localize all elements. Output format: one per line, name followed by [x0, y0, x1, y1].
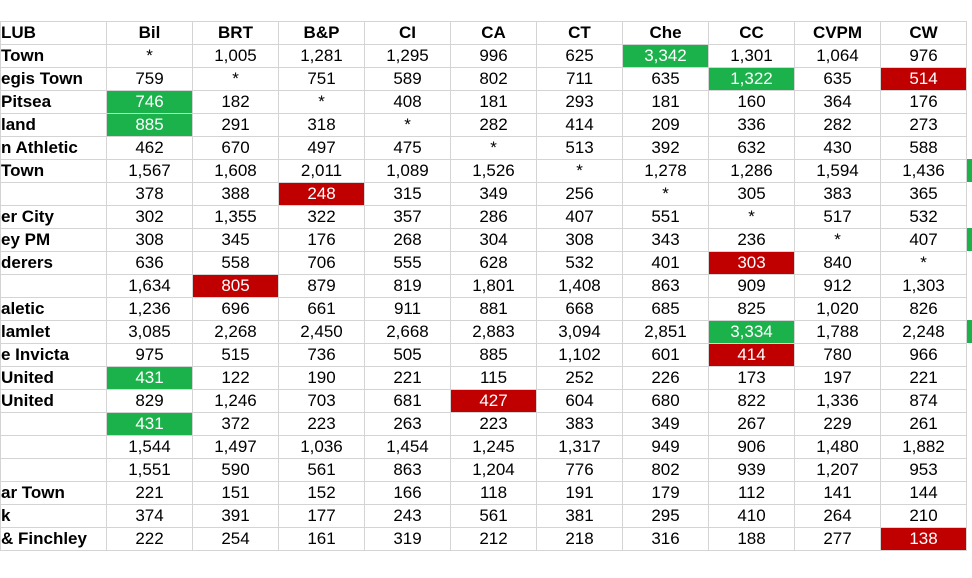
- value-cell[interactable]: 410: [709, 505, 795, 528]
- value-cell[interactable]: 277: [795, 528, 881, 551]
- value-cell[interactable]: 635: [623, 68, 709, 91]
- value-cell[interactable]: 513: [537, 137, 623, 160]
- value-cell[interactable]: 286: [451, 206, 537, 229]
- club-name-cell[interactable]: ey PM: [1, 229, 107, 252]
- club-name-cell[interactable]: [1, 275, 107, 298]
- value-cell[interactable]: 2,851: [623, 321, 709, 344]
- value-cell[interactable]: 308: [537, 229, 623, 252]
- value-cell[interactable]: 141: [795, 482, 881, 505]
- value-cell[interactable]: 2,450: [279, 321, 365, 344]
- value-cell[interactable]: 863: [623, 275, 709, 298]
- offscreen-highlight-cell: [967, 159, 972, 182]
- table-row: [1, 298, 967, 321]
- value-cell[interactable]: 953: [881, 459, 967, 482]
- club-name-cell[interactable]: k: [1, 505, 107, 528]
- value-cell[interactable]: 176: [279, 229, 365, 252]
- value-cell[interactable]: *: [451, 137, 537, 160]
- value-cell[interactable]: 319: [365, 528, 451, 551]
- value-cell[interactable]: 343: [623, 229, 709, 252]
- value-cell[interactable]: 881: [451, 298, 537, 321]
- value-cell[interactable]: 874: [881, 390, 967, 413]
- column-header[interactable]: CT: [537, 22, 623, 45]
- club-name-cell[interactable]: Pitsea: [1, 91, 107, 114]
- table-row: [1, 390, 967, 413]
- value-cell[interactable]: 1,064: [795, 45, 881, 68]
- value-cell[interactable]: 407: [881, 229, 967, 252]
- value-cell[interactable]: 144: [881, 482, 967, 505]
- value-cell[interactable]: 291: [193, 114, 279, 137]
- column-header[interactable]: CW: [881, 22, 967, 45]
- value-cell[interactable]: 1,551: [107, 459, 193, 482]
- value-cell[interactable]: 736: [279, 344, 365, 367]
- value-cell[interactable]: 636: [107, 252, 193, 275]
- value-cell[interactable]: 261: [881, 413, 967, 436]
- value-cell[interactable]: 365: [881, 183, 967, 206]
- value-cell[interactable]: 1,355: [193, 206, 279, 229]
- value-cell[interactable]: 1,281: [279, 45, 365, 68]
- value-cell[interactable]: 115: [451, 367, 537, 390]
- value-cell[interactable]: 561: [451, 505, 537, 528]
- value-cell[interactable]: 711: [537, 68, 623, 91]
- value-cell[interactable]: *: [881, 252, 967, 275]
- value-cell[interactable]: 176: [881, 91, 967, 114]
- value-cell[interactable]: 532: [537, 252, 623, 275]
- value-cell[interactable]: 263: [365, 413, 451, 436]
- club-name-cell[interactable]: United: [1, 390, 107, 413]
- column-header[interactable]: Bil: [107, 22, 193, 45]
- value-cell[interactable]: 254: [193, 528, 279, 551]
- table-row: [1, 413, 967, 436]
- column-header[interactable]: CC: [709, 22, 795, 45]
- highlight-low-cell[interactable]: 427: [451, 390, 537, 413]
- value-cell[interactable]: 388: [193, 183, 279, 206]
- value-cell[interactable]: 475: [365, 137, 451, 160]
- column-header[interactable]: CVPM: [795, 22, 881, 45]
- table-row: [1, 436, 967, 459]
- value-cell[interactable]: 179: [623, 482, 709, 505]
- value-cell[interactable]: 949: [623, 436, 709, 459]
- value-cell[interactable]: 1,544: [107, 436, 193, 459]
- value-cell[interactable]: 160: [709, 91, 795, 114]
- value-cell[interactable]: 223: [279, 413, 365, 436]
- value-cell[interactable]: 706: [279, 252, 365, 275]
- value-cell[interactable]: 151: [193, 482, 279, 505]
- club-name-cell[interactable]: [1, 183, 107, 206]
- value-cell[interactable]: 268: [365, 229, 451, 252]
- table-row: [1, 528, 967, 551]
- table-row: [1, 367, 967, 390]
- value-cell[interactable]: 1,207: [795, 459, 881, 482]
- value-cell[interactable]: 1,634: [107, 275, 193, 298]
- highlight-high-cell[interactable]: 885: [107, 114, 193, 137]
- value-cell[interactable]: 209: [623, 114, 709, 137]
- value-cell[interactable]: *: [193, 68, 279, 91]
- value-cell[interactable]: 1,567: [107, 160, 193, 183]
- value-cell[interactable]: 975: [107, 344, 193, 367]
- value-cell[interactable]: 668: [537, 298, 623, 321]
- table-row: [1, 206, 967, 229]
- value-cell[interactable]: 2,883: [451, 321, 537, 344]
- highlight-low-cell[interactable]: 414: [709, 344, 795, 367]
- value-cell[interactable]: 122: [193, 367, 279, 390]
- table-row: [1, 482, 967, 505]
- value-cell[interactable]: 212: [451, 528, 537, 551]
- column-header[interactable]: B&P: [279, 22, 365, 45]
- value-cell[interactable]: 555: [365, 252, 451, 275]
- value-cell[interactable]: 1,497: [193, 436, 279, 459]
- value-cell[interactable]: 515: [193, 344, 279, 367]
- value-cell[interactable]: *: [279, 91, 365, 114]
- value-cell[interactable]: 308: [107, 229, 193, 252]
- table-row: [1, 459, 967, 482]
- value-cell[interactable]: 1,317: [537, 436, 623, 459]
- value-cell[interactable]: 1,236: [107, 298, 193, 321]
- table-row: [1, 45, 967, 68]
- value-cell[interactable]: 589: [365, 68, 451, 91]
- value-cell[interactable]: 1,526: [451, 160, 537, 183]
- value-cell[interactable]: 381: [537, 505, 623, 528]
- value-cell[interactable]: 222: [107, 528, 193, 551]
- club-name-cell[interactable]: ar Town: [1, 482, 107, 505]
- value-cell[interactable]: 751: [279, 68, 365, 91]
- value-cell[interactable]: 383: [795, 183, 881, 206]
- highlight-high-cell[interactable]: 431: [107, 413, 193, 436]
- value-cell[interactable]: 776: [537, 459, 623, 482]
- table-row: [1, 252, 967, 275]
- value-cell[interactable]: 825: [709, 298, 795, 321]
- club-name-cell[interactable]: land: [1, 114, 107, 137]
- value-cell[interactable]: 383: [537, 413, 623, 436]
- value-cell[interactable]: 561: [279, 459, 365, 482]
- value-cell[interactable]: 112: [709, 482, 795, 505]
- value-cell[interactable]: 221: [365, 367, 451, 390]
- club-name-cell[interactable]: Town: [1, 160, 107, 183]
- value-cell[interactable]: 304: [451, 229, 537, 252]
- offscreen-highlight-cell: [967, 228, 972, 251]
- value-cell[interactable]: 2,268: [193, 321, 279, 344]
- value-cell[interactable]: 229: [795, 413, 881, 436]
- offscreen-highlight-cell: [967, 320, 972, 343]
- club-name-cell[interactable]: & Finchley: [1, 528, 107, 551]
- value-cell[interactable]: 696: [193, 298, 279, 321]
- value-cell[interactable]: 909: [709, 275, 795, 298]
- value-cell[interactable]: 759: [107, 68, 193, 91]
- value-cell[interactable]: 551: [623, 206, 709, 229]
- value-cell[interactable]: 322: [279, 206, 365, 229]
- value-cell[interactable]: 939: [709, 459, 795, 482]
- value-cell[interactable]: 590: [193, 459, 279, 482]
- value-cell[interactable]: 407: [537, 206, 623, 229]
- table-body: [1, 45, 967, 551]
- value-cell[interactable]: 829: [107, 390, 193, 413]
- value-cell[interactable]: 822: [709, 390, 795, 413]
- value-cell[interactable]: *: [623, 183, 709, 206]
- value-cell[interactable]: 1,005: [193, 45, 279, 68]
- club-name-cell[interactable]: Town: [1, 45, 107, 68]
- value-cell[interactable]: 3,094: [537, 321, 623, 344]
- value-cell[interactable]: 885: [451, 344, 537, 367]
- value-cell[interactable]: 316: [623, 528, 709, 551]
- value-cell[interactable]: 430: [795, 137, 881, 160]
- club-name-cell[interactable]: aletic: [1, 298, 107, 321]
- value-cell[interactable]: 703: [279, 390, 365, 413]
- value-cell[interactable]: 190: [279, 367, 365, 390]
- value-cell[interactable]: 1,245: [451, 436, 537, 459]
- value-cell[interactable]: 349: [623, 413, 709, 436]
- value-cell[interactable]: *: [537, 160, 623, 183]
- value-cell[interactable]: 401: [623, 252, 709, 275]
- highlight-low-cell[interactable]: 303: [709, 252, 795, 275]
- value-cell[interactable]: 912: [795, 275, 881, 298]
- value-cell[interactable]: 218: [537, 528, 623, 551]
- value-cell[interactable]: 1,204: [451, 459, 537, 482]
- value-cell[interactable]: 681: [365, 390, 451, 413]
- highlight-low-cell[interactable]: 138: [881, 528, 967, 551]
- value-cell[interactable]: 282: [451, 114, 537, 137]
- value-cell[interactable]: 236: [709, 229, 795, 252]
- value-cell[interactable]: 302: [107, 206, 193, 229]
- header-club[interactable]: LUB: [1, 22, 107, 45]
- highlight-low-cell[interactable]: 248: [279, 183, 365, 206]
- value-cell[interactable]: 505: [365, 344, 451, 367]
- column-header[interactable]: CA: [451, 22, 537, 45]
- value-cell[interactable]: 118: [451, 482, 537, 505]
- value-cell[interactable]: 223: [451, 413, 537, 436]
- value-cell[interactable]: 221: [881, 367, 967, 390]
- value-cell[interactable]: 349: [451, 183, 537, 206]
- table-row: [1, 229, 967, 252]
- value-cell[interactable]: 293: [537, 91, 623, 114]
- value-cell[interactable]: 588: [881, 137, 967, 160]
- value-cell[interactable]: 188: [709, 528, 795, 551]
- value-cell[interactable]: 670: [193, 137, 279, 160]
- highlight-high-cell[interactable]: 746: [107, 91, 193, 114]
- table-row: [1, 505, 967, 528]
- value-cell[interactable]: 863: [365, 459, 451, 482]
- value-cell[interactable]: 628: [451, 252, 537, 275]
- value-cell[interactable]: 661: [279, 298, 365, 321]
- club-name-cell[interactable]: egis Town: [1, 68, 107, 91]
- value-cell[interactable]: 305: [709, 183, 795, 206]
- column-header[interactable]: CI: [365, 22, 451, 45]
- value-cell[interactable]: 517: [795, 206, 881, 229]
- value-cell[interactable]: 1,454: [365, 436, 451, 459]
- value-cell[interactable]: *: [709, 206, 795, 229]
- value-cell[interactable]: 3,085: [107, 321, 193, 344]
- highlight-low-cell[interactable]: 805: [193, 275, 279, 298]
- club-name-cell[interactable]: e Invicta: [1, 344, 107, 367]
- value-cell[interactable]: 414: [537, 114, 623, 137]
- club-name-cell[interactable]: [1, 436, 107, 459]
- value-cell[interactable]: 378: [107, 183, 193, 206]
- value-cell[interactable]: 392: [623, 137, 709, 160]
- value-cell[interactable]: 966: [881, 344, 967, 367]
- value-cell[interactable]: 364: [795, 91, 881, 114]
- table-row: [1, 344, 967, 367]
- value-cell[interactable]: 826: [881, 298, 967, 321]
- value-cell[interactable]: 1,295: [365, 45, 451, 68]
- club-name-cell[interactable]: er City: [1, 206, 107, 229]
- table-row: [1, 275, 967, 298]
- value-cell[interactable]: 336: [709, 114, 795, 137]
- value-cell[interactable]: 315: [365, 183, 451, 206]
- value-cell[interactable]: 497: [279, 137, 365, 160]
- table-row: [1, 91, 967, 114]
- value-cell[interactable]: 906: [709, 436, 795, 459]
- value-cell[interactable]: 372: [193, 413, 279, 436]
- value-cell[interactable]: 601: [623, 344, 709, 367]
- value-cell[interactable]: 191: [537, 482, 623, 505]
- value-cell[interactable]: 802: [623, 459, 709, 482]
- value-cell[interactable]: 152: [279, 482, 365, 505]
- value-cell[interactable]: 1,436: [881, 160, 967, 183]
- value-cell[interactable]: 635: [795, 68, 881, 91]
- value-cell[interactable]: 819: [365, 275, 451, 298]
- club-name-cell[interactable]: n Athletic: [1, 137, 107, 160]
- value-cell[interactable]: 604: [537, 390, 623, 413]
- value-cell[interactable]: 182: [193, 91, 279, 114]
- attendance-grid: [0, 21, 967, 551]
- value-cell[interactable]: 996: [451, 45, 537, 68]
- value-cell[interactable]: 210: [881, 505, 967, 528]
- value-cell[interactable]: 1,301: [709, 45, 795, 68]
- value-cell[interactable]: 197: [795, 367, 881, 390]
- table-row: [1, 137, 967, 160]
- value-cell[interactable]: 1,036: [279, 436, 365, 459]
- value-cell[interactable]: 2,248: [881, 321, 967, 344]
- value-cell[interactable]: 558: [193, 252, 279, 275]
- club-name-cell[interactable]: [1, 459, 107, 482]
- value-cell[interactable]: 408: [365, 91, 451, 114]
- value-cell[interactable]: 625: [537, 45, 623, 68]
- highlight-high-cell[interactable]: 1,322: [709, 68, 795, 91]
- value-cell[interactable]: 1,336: [795, 390, 881, 413]
- highlight-high-cell[interactable]: 431: [107, 367, 193, 390]
- value-cell[interactable]: 1,882: [881, 436, 967, 459]
- value-cell[interactable]: 226: [623, 367, 709, 390]
- value-cell[interactable]: 1,480: [795, 436, 881, 459]
- value-cell[interactable]: 802: [451, 68, 537, 91]
- attendance-table: [0, 21, 967, 551]
- value-cell[interactable]: 532: [881, 206, 967, 229]
- value-cell[interactable]: 252: [537, 367, 623, 390]
- value-cell[interactable]: 2,011: [279, 160, 365, 183]
- value-cell[interactable]: 1,408: [537, 275, 623, 298]
- column-header[interactable]: Che: [623, 22, 709, 45]
- value-cell[interactable]: 840: [795, 252, 881, 275]
- value-cell[interactable]: 273: [881, 114, 967, 137]
- value-cell[interactable]: 1,608: [193, 160, 279, 183]
- value-cell[interactable]: 161: [279, 528, 365, 551]
- value-cell[interactable]: 1,594: [795, 160, 881, 183]
- value-cell[interactable]: 357: [365, 206, 451, 229]
- highlight-low-cell[interactable]: 514: [881, 68, 967, 91]
- value-cell[interactable]: 173: [709, 367, 795, 390]
- value-cell[interactable]: 2,668: [365, 321, 451, 344]
- table-row: [1, 183, 967, 206]
- table-row: [1, 321, 967, 344]
- value-cell[interactable]: 181: [451, 91, 537, 114]
- value-cell[interactable]: 318: [279, 114, 365, 137]
- value-cell[interactable]: 780: [795, 344, 881, 367]
- column-header[interactable]: BRT: [193, 22, 279, 45]
- value-cell[interactable]: 1,286: [709, 160, 795, 183]
- value-cell[interactable]: 243: [365, 505, 451, 528]
- value-cell[interactable]: 462: [107, 137, 193, 160]
- value-cell[interactable]: 685: [623, 298, 709, 321]
- value-cell[interactable]: 1,020: [795, 298, 881, 321]
- table-row: [1, 68, 967, 91]
- table-row: [1, 114, 967, 137]
- value-cell[interactable]: 879: [279, 275, 365, 298]
- value-cell[interactable]: 1,801: [451, 275, 537, 298]
- value-cell[interactable]: 256: [537, 183, 623, 206]
- value-cell[interactable]: 177: [279, 505, 365, 528]
- club-name-cell[interactable]: lamlet: [1, 321, 107, 344]
- value-cell[interactable]: 976: [881, 45, 967, 68]
- value-cell[interactable]: *: [795, 229, 881, 252]
- value-cell[interactable]: 264: [795, 505, 881, 528]
- table-row: [1, 160, 967, 183]
- value-cell[interactable]: 1,788: [795, 321, 881, 344]
- value-cell[interactable]: 221: [107, 482, 193, 505]
- value-cell[interactable]: 632: [709, 137, 795, 160]
- value-cell[interactable]: 267: [709, 413, 795, 436]
- club-name-cell[interactable]: [1, 413, 107, 436]
- value-cell[interactable]: 1,102: [537, 344, 623, 367]
- header-row: [1, 22, 967, 45]
- value-cell[interactable]: 1,303: [881, 275, 967, 298]
- highlight-high-cell[interactable]: 3,342: [623, 45, 709, 68]
- value-cell[interactable]: 1,278: [623, 160, 709, 183]
- club-name-cell[interactable]: United: [1, 367, 107, 390]
- value-cell[interactable]: 282: [795, 114, 881, 137]
- value-cell[interactable]: *: [365, 114, 451, 137]
- value-cell[interactable]: 295: [623, 505, 709, 528]
- value-cell[interactable]: 391: [193, 505, 279, 528]
- value-cell[interactable]: 345: [193, 229, 279, 252]
- value-cell[interactable]: 680: [623, 390, 709, 413]
- value-cell[interactable]: *: [107, 45, 193, 68]
- value-cell[interactable]: 1,246: [193, 390, 279, 413]
- value-cell[interactable]: 1,089: [365, 160, 451, 183]
- value-cell[interactable]: 374: [107, 505, 193, 528]
- value-cell[interactable]: 181: [623, 91, 709, 114]
- highlight-high-cell[interactable]: 3,334: [709, 321, 795, 344]
- club-name-cell[interactable]: derers: [1, 252, 107, 275]
- value-cell[interactable]: 166: [365, 482, 451, 505]
- value-cell[interactable]: 911: [365, 298, 451, 321]
